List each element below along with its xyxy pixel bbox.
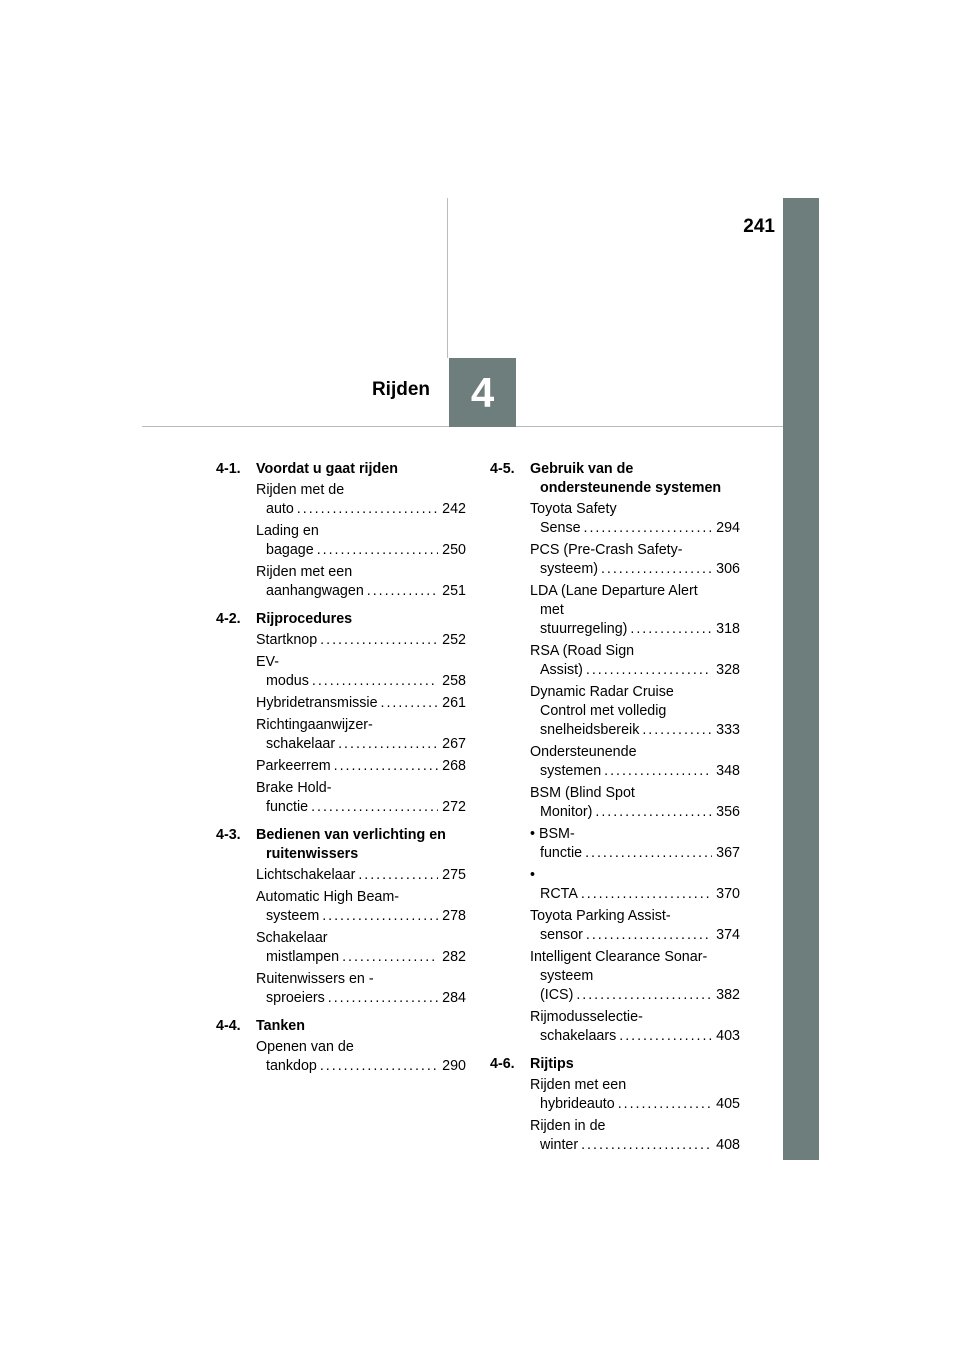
toc-entry-page: 405 <box>712 1095 740 1114</box>
toc-section-title: Gebruik van de ondersteunende systemen <box>530 461 722 496</box>
toc-section-number: 4-2. <box>216 611 241 627</box>
toc-entry-label: Automatic High Beam-systeem . . . <box>256 889 438 924</box>
chapter-title: Rijden <box>371 379 430 400</box>
toc-entry[interactable] <box>256 866 466 885</box>
toc-entry-label: Ondersteunende systemen . . . <box>530 744 712 779</box>
toc-entry[interactable] <box>256 522 466 560</box>
toc-entry[interactable] <box>530 784 740 822</box>
toc-entry-text <box>256 970 438 1008</box>
toc-entry-page: 272 <box>438 798 466 817</box>
toc-entry-page: 306 <box>712 560 740 579</box>
toc-entry-label: Toyota Safety Sense . . . <box>530 501 712 536</box>
divider-vertical <box>447 198 448 358</box>
toc-entry-label: Startknop . . . <box>256 632 438 648</box>
toc-entry[interactable] <box>256 653 466 691</box>
toc-entry-label: Ruitenwissers en -sproeiers . . . <box>256 971 438 1006</box>
toc-entry-label: Toyota Parking Assist-sensor . . . <box>530 908 712 943</box>
toc-entry-text <box>256 481 438 519</box>
toc-entry-label: Hybridetransmissie . . . <box>256 695 438 711</box>
toc-entry-text <box>530 743 712 781</box>
toc-entry-text <box>256 929 438 967</box>
toc-entry[interactable] <box>256 779 466 817</box>
toc-entry-page: 374 <box>712 926 740 945</box>
toc-entry-text <box>530 642 712 680</box>
toc-section-number: 4-5. <box>490 461 515 477</box>
toc-entry-page: 333 <box>712 721 740 740</box>
toc-entry[interactable] <box>256 1038 466 1076</box>
toc-section-number: 4-1. <box>216 461 241 477</box>
toc-section-heading[interactable] <box>216 826 466 864</box>
toc-section-number: 4-4. <box>216 1018 241 1034</box>
toc-entry[interactable] <box>256 563 466 601</box>
toc-section-heading[interactable] <box>216 1017 466 1036</box>
toc-entry[interactable] <box>530 642 740 680</box>
toc-entry-text <box>530 582 712 639</box>
toc-column-right <box>490 460 740 1164</box>
toc-entry-label: Dynamic Radar Cruise Control met volledig snelheidsbereik . . . <box>530 684 712 738</box>
toc-entry-text <box>256 716 438 754</box>
toc-entry-page: 356 <box>712 803 740 822</box>
page-number: 241 <box>743 216 775 237</box>
toc-entry-page: 403 <box>712 1027 740 1046</box>
toc-entry-text <box>256 888 438 926</box>
toc-entry-text <box>530 683 712 740</box>
toc-entry-label: EV-modus . . . <box>256 654 438 689</box>
toc-entry[interactable] <box>530 825 740 863</box>
toc-entry-page: 348 <box>712 762 740 781</box>
toc-entry-page: 252 <box>438 631 466 650</box>
toc-entry-page: 382 <box>712 986 740 1005</box>
toc-entry[interactable] <box>256 970 466 1008</box>
toc-entry-label: Rijden in de winter . . . <box>530 1118 712 1153</box>
chapter-number: 4 <box>470 368 495 416</box>
toc-entry-page: 251 <box>438 582 466 601</box>
toc-entry-label: Rijden met een hybrideauto . . . <box>530 1077 712 1112</box>
toc-entry-label: Parkeerrem . . . <box>256 758 438 774</box>
toc-entry-text <box>530 825 712 863</box>
toc-entry[interactable] <box>530 1008 740 1046</box>
toc-entry-label: PCS (Pre-Crash Safety-systeem) . . . <box>530 542 712 577</box>
toc-entry-page: 294 <box>712 519 740 538</box>
toc-entry-label: BSM (Blind Spot Monitor) . . . <box>530 785 712 820</box>
toc-entry[interactable] <box>530 866 740 904</box>
toc-entry-text <box>256 631 438 650</box>
toc-entry-label: LDA (Lane Departure Alert met stuurregeling) . . . <box>530 583 712 637</box>
toc-entry-page: 318 <box>712 620 740 639</box>
toc-entry-page: 290 <box>438 1057 466 1076</box>
toc-entry-page: 261 <box>438 694 466 713</box>
toc-section-title: Rijprocedures <box>256 611 353 627</box>
toc-entry-page: 370 <box>712 885 740 904</box>
toc-section-heading[interactable] <box>216 610 466 629</box>
toc-entry-label: Lading en bagage . . . <box>256 523 438 558</box>
toc-column-left <box>216 460 466 1085</box>
toc-entry-label: • BSM-functie . . . <box>530 826 712 861</box>
toc-entry-text <box>530 1008 712 1046</box>
toc-section-heading[interactable] <box>490 460 740 498</box>
toc-entry-label: RSA (Road Sign Assist) . . . <box>530 643 712 678</box>
toc-entry-text <box>530 948 712 1005</box>
toc-section-number: 4-6. <box>490 1056 515 1072</box>
toc-entry-text <box>256 757 438 776</box>
toc-entry[interactable] <box>256 888 466 926</box>
toc-entry-text <box>256 779 438 817</box>
toc-entry-text <box>530 866 712 904</box>
toc-section <box>216 610 466 817</box>
toc-section-title: Rijtips <box>530 1056 574 1072</box>
chapter-number-box <box>449 358 516 427</box>
toc-entry[interactable] <box>256 481 466 519</box>
toc-entry[interactable] <box>530 907 740 945</box>
toc-entry-label: • RCTA . . . <box>530 867 712 902</box>
toc-entry-page: 278 <box>438 907 466 926</box>
toc-entry[interactable] <box>530 500 740 538</box>
toc-entry-text <box>530 784 712 822</box>
toc-entry-page: 282 <box>438 948 466 967</box>
toc-entry-text <box>530 1076 712 1114</box>
toc-entry-label: Intelligent Clearance Sonar-systeem (ICS) . . . <box>530 949 712 1003</box>
chapter-sidebar-tab <box>783 198 819 1160</box>
toc-entry[interactable] <box>530 743 740 781</box>
toc-section-title: Bedienen van verlichting en ruitenwissers <box>256 827 446 862</box>
toc-entry[interactable] <box>256 929 466 967</box>
toc-entry-text <box>256 866 438 885</box>
toc-section-number: 4-3. <box>216 827 241 843</box>
toc-entry-page: 258 <box>438 672 466 691</box>
toc-entry-page: 268 <box>438 757 466 776</box>
toc-entry-text <box>256 694 438 713</box>
toc-section-heading[interactable] <box>490 1055 740 1074</box>
toc-entry-page: 328 <box>712 661 740 680</box>
toc-entry-text <box>530 541 712 579</box>
toc-entry-label: Schakelaar mistlampen . . . <box>256 930 438 965</box>
toc-entry-page: 367 <box>712 844 740 863</box>
toc-section-title: Voordat u gaat rijden <box>256 461 398 477</box>
toc-entry-label: Openen van de tankdop . . . <box>256 1039 438 1074</box>
toc-entry-page: 250 <box>438 541 466 560</box>
toc-section <box>216 460 466 601</box>
toc-entry-label: Lichtschakelaar . . . <box>256 867 438 883</box>
toc-entry-page: 267 <box>438 735 466 754</box>
toc-section <box>216 1017 466 1076</box>
toc-entry-text <box>530 907 712 945</box>
toc-section-title: Tanken <box>256 1018 305 1034</box>
toc-section <box>216 826 466 1008</box>
toc-entry-text <box>256 522 438 560</box>
toc-entry-label: Richtingaanwijzer-schakelaar . . . <box>256 717 438 752</box>
toc-entry[interactable] <box>530 683 740 740</box>
toc-entry[interactable] <box>530 541 740 579</box>
toc-entry-label: Rijden met de auto . . . <box>256 482 438 517</box>
toc-entry-text <box>256 653 438 691</box>
toc-entry[interactable] <box>256 757 466 776</box>
toc-section <box>490 1055 740 1155</box>
toc-entry-label: Brake Hold-functie . . . <box>256 780 438 815</box>
toc-entry-label: Rijmodusselectie-schakelaars . . . <box>530 1009 712 1044</box>
toc-entry[interactable] <box>256 631 466 650</box>
toc-section <box>490 460 740 1046</box>
toc-entry-page: 242 <box>438 500 466 519</box>
toc-entry-page: 275 <box>438 866 466 885</box>
toc-entry[interactable] <box>530 1117 740 1155</box>
toc-entry-page: 284 <box>438 989 466 1008</box>
toc-entry[interactable] <box>530 948 740 1005</box>
toc-entry[interactable] <box>256 694 466 713</box>
toc-entry-text <box>530 500 712 538</box>
toc-entry-text <box>256 1038 438 1076</box>
toc-section-heading[interactable] <box>216 460 466 479</box>
toc-entry-label: Rijden met een aanhangwagen . . . <box>256 564 438 599</box>
toc-entry-text <box>256 563 438 601</box>
toc-entry[interactable] <box>530 1076 740 1114</box>
toc-entry-text <box>530 1117 712 1155</box>
toc-entry-page: 408 <box>712 1136 740 1155</box>
toc-entry[interactable] <box>530 582 740 639</box>
toc-entry[interactable] <box>256 716 466 754</box>
